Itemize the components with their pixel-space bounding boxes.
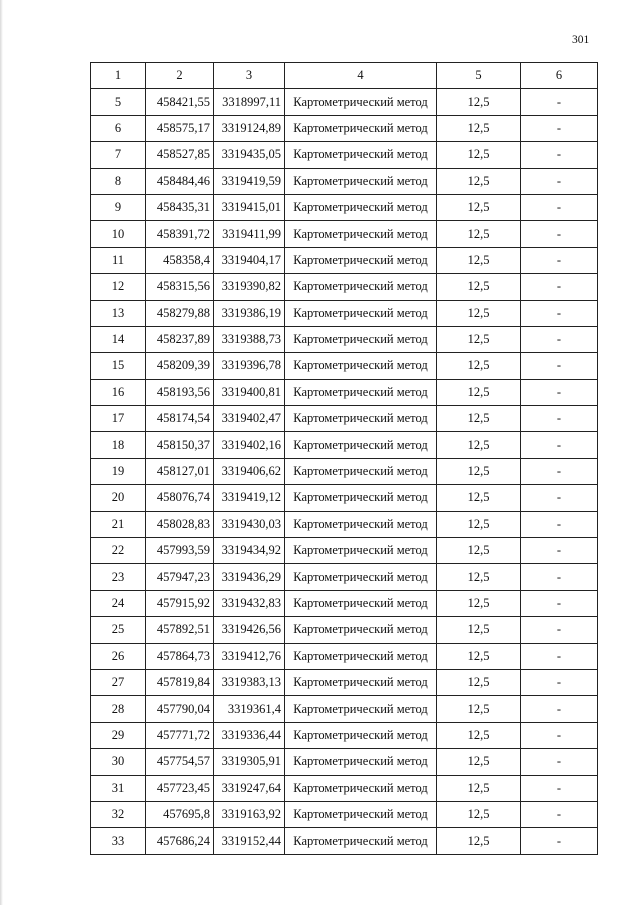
method-cell: Картометрический метод xyxy=(285,643,437,669)
point-number-cell: 13 xyxy=(91,300,146,326)
accuracy-cell: 12,5 xyxy=(437,775,521,801)
accuracy-cell: 12,5 xyxy=(437,274,521,300)
y-coordinate-cell: 3319419,12 xyxy=(214,485,285,511)
point-number-cell: 6 xyxy=(91,115,146,141)
y-coordinate-cell: 3319412,76 xyxy=(214,643,285,669)
point-number-cell: 15 xyxy=(91,353,146,379)
accuracy-cell: 12,5 xyxy=(437,643,521,669)
y-coordinate-cell: 3319152,44 xyxy=(214,828,285,854)
x-coordinate-cell: 457892,51 xyxy=(146,617,214,643)
note-cell: - xyxy=(521,326,598,352)
accuracy-cell: 12,5 xyxy=(437,115,521,141)
point-number-cell: 28 xyxy=(91,696,146,722)
table-row xyxy=(91,511,598,537)
column-header: 3 xyxy=(214,63,285,89)
point-number-cell: 18 xyxy=(91,432,146,458)
table-row xyxy=(91,406,598,432)
note-cell: - xyxy=(521,274,598,300)
y-coordinate-cell: 3319383,13 xyxy=(214,669,285,695)
table-row xyxy=(91,379,598,405)
note-cell: - xyxy=(521,221,598,247)
x-coordinate-cell: 458527,85 xyxy=(146,142,214,168)
y-coordinate-cell: 3319124,89 xyxy=(214,115,285,141)
table-row xyxy=(91,564,598,590)
method-cell: Картометрический метод xyxy=(285,221,437,247)
column-header: 5 xyxy=(437,63,521,89)
method-cell: Картометрический метод xyxy=(285,274,437,300)
note-cell: - xyxy=(521,406,598,432)
point-number-cell: 16 xyxy=(91,379,146,405)
x-coordinate-cell: 458076,74 xyxy=(146,485,214,511)
point-number-cell: 31 xyxy=(91,775,146,801)
note-cell: - xyxy=(521,89,598,115)
y-coordinate-cell: 3319396,78 xyxy=(214,353,285,379)
method-cell: Картометрический метод xyxy=(285,142,437,168)
x-coordinate-cell: 457947,23 xyxy=(146,564,214,590)
table-row xyxy=(91,168,598,194)
point-number-cell: 5 xyxy=(91,89,146,115)
y-coordinate-cell: 3319386,19 xyxy=(214,300,285,326)
x-coordinate-cell: 458237,89 xyxy=(146,326,214,352)
table-row xyxy=(91,538,598,564)
accuracy-cell: 12,5 xyxy=(437,511,521,537)
x-coordinate-cell: 458421,55 xyxy=(146,89,214,115)
point-number-cell: 26 xyxy=(91,643,146,669)
point-number-cell: 30 xyxy=(91,749,146,775)
accuracy-cell: 12,5 xyxy=(437,168,521,194)
point-number-cell: 32 xyxy=(91,801,146,827)
y-coordinate-cell: 3319163,92 xyxy=(214,801,285,827)
note-cell: - xyxy=(521,617,598,643)
note-cell: - xyxy=(521,511,598,537)
x-coordinate-cell: 457695,8 xyxy=(146,801,214,827)
y-coordinate-cell: 3319435,05 xyxy=(214,142,285,168)
method-cell: Картометрический метод xyxy=(285,538,437,564)
method-cell: Картометрический метод xyxy=(285,775,437,801)
y-coordinate-cell: 3319390,82 xyxy=(214,274,285,300)
page-edge xyxy=(0,0,3,905)
point-number-cell: 19 xyxy=(91,458,146,484)
table-row xyxy=(91,115,598,141)
note-cell: - xyxy=(521,168,598,194)
point-number-cell: 33 xyxy=(91,828,146,854)
method-cell: Картометрический метод xyxy=(285,458,437,484)
y-coordinate-cell: 3319434,92 xyxy=(214,538,285,564)
coordinates-table xyxy=(90,62,598,855)
accuracy-cell: 12,5 xyxy=(437,458,521,484)
note-cell: - xyxy=(521,485,598,511)
accuracy-cell: 12,5 xyxy=(437,538,521,564)
table-row xyxy=(91,775,598,801)
table-row xyxy=(91,89,598,115)
x-coordinate-cell: 458435,31 xyxy=(146,194,214,220)
point-number-cell: 8 xyxy=(91,168,146,194)
note-cell: - xyxy=(521,696,598,722)
x-coordinate-cell: 458315,56 xyxy=(146,274,214,300)
y-coordinate-cell: 3319400,81 xyxy=(214,379,285,405)
method-cell: Картометрический метод xyxy=(285,590,437,616)
accuracy-cell: 12,5 xyxy=(437,221,521,247)
y-coordinate-cell: 3319432,83 xyxy=(214,590,285,616)
x-coordinate-cell: 458127,01 xyxy=(146,458,214,484)
y-coordinate-cell: 3319426,56 xyxy=(214,617,285,643)
point-number-cell: 20 xyxy=(91,485,146,511)
method-cell: Картометрический метод xyxy=(285,617,437,643)
note-cell: - xyxy=(521,801,598,827)
x-coordinate-cell: 457915,92 xyxy=(146,590,214,616)
accuracy-cell: 12,5 xyxy=(437,406,521,432)
accuracy-cell: 12,5 xyxy=(437,749,521,775)
table-body xyxy=(91,89,598,854)
x-coordinate-cell: 457864,73 xyxy=(146,643,214,669)
method-cell: Картометрический метод xyxy=(285,485,437,511)
accuracy-cell: 12,5 xyxy=(437,379,521,405)
note-cell: - xyxy=(521,379,598,405)
note-cell: - xyxy=(521,142,598,168)
accuracy-cell: 12,5 xyxy=(437,89,521,115)
method-cell: Картометрический метод xyxy=(285,326,437,352)
method-cell: Картометрический метод xyxy=(285,564,437,590)
y-coordinate-cell: 3319336,44 xyxy=(214,722,285,748)
note-cell: - xyxy=(521,643,598,669)
y-coordinate-cell: 3319388,73 xyxy=(214,326,285,352)
x-coordinate-cell: 458174,54 xyxy=(146,406,214,432)
point-number-cell: 27 xyxy=(91,669,146,695)
table-row xyxy=(91,432,598,458)
accuracy-cell: 12,5 xyxy=(437,801,521,827)
note-cell: - xyxy=(521,432,598,458)
accuracy-cell: 12,5 xyxy=(437,194,521,220)
table-row xyxy=(91,274,598,300)
table-row xyxy=(91,221,598,247)
point-number-cell: 17 xyxy=(91,406,146,432)
x-coordinate-cell: 457771,72 xyxy=(146,722,214,748)
accuracy-cell: 12,5 xyxy=(437,485,521,511)
method-cell: Картометрический метод xyxy=(285,828,437,854)
y-coordinate-cell: 3319406,62 xyxy=(214,458,285,484)
method-cell: Картометрический метод xyxy=(285,801,437,827)
accuracy-cell: 12,5 xyxy=(437,432,521,458)
method-cell: Картометрический метод xyxy=(285,247,437,273)
accuracy-cell: 12,5 xyxy=(437,300,521,326)
point-number-cell: 12 xyxy=(91,274,146,300)
method-cell: Картометрический метод xyxy=(285,379,437,405)
method-cell: Картометрический метод xyxy=(285,168,437,194)
method-cell: Картометрический метод xyxy=(285,432,437,458)
point-number-cell: 29 xyxy=(91,722,146,748)
table-row xyxy=(91,194,598,220)
y-coordinate-cell: 3318997,11 xyxy=(214,89,285,115)
note-cell: - xyxy=(521,353,598,379)
table-row xyxy=(91,669,598,695)
note-cell: - xyxy=(521,828,598,854)
accuracy-cell: 12,5 xyxy=(437,247,521,273)
column-header: 6 xyxy=(521,63,598,89)
point-number-cell: 14 xyxy=(91,326,146,352)
x-coordinate-cell: 457723,45 xyxy=(146,775,214,801)
y-coordinate-cell: 3319411,99 xyxy=(214,221,285,247)
table-row xyxy=(91,458,598,484)
method-cell: Картометрический метод xyxy=(285,115,437,141)
accuracy-cell: 12,5 xyxy=(437,696,521,722)
table-row xyxy=(91,722,598,748)
point-number-cell: 24 xyxy=(91,590,146,616)
note-cell: - xyxy=(521,564,598,590)
accuracy-cell: 12,5 xyxy=(437,617,521,643)
y-coordinate-cell: 3319415,01 xyxy=(214,194,285,220)
x-coordinate-cell: 458279,88 xyxy=(146,300,214,326)
table-row xyxy=(91,326,598,352)
table-row xyxy=(91,696,598,722)
table-row xyxy=(91,617,598,643)
x-coordinate-cell: 458575,17 xyxy=(146,115,214,141)
x-coordinate-cell: 457993,59 xyxy=(146,538,214,564)
table-row xyxy=(91,590,598,616)
y-coordinate-cell: 3319247,64 xyxy=(214,775,285,801)
table-row xyxy=(91,353,598,379)
method-cell: Картометрический метод xyxy=(285,406,437,432)
x-coordinate-cell: 457790,04 xyxy=(146,696,214,722)
note-cell: - xyxy=(521,669,598,695)
note-cell: - xyxy=(521,115,598,141)
note-cell: - xyxy=(521,300,598,326)
y-coordinate-cell: 3319305,91 xyxy=(214,749,285,775)
y-coordinate-cell: 3319404,17 xyxy=(214,247,285,273)
y-coordinate-cell: 3319419,59 xyxy=(214,168,285,194)
column-header: 1 xyxy=(91,63,146,89)
column-header: 4 xyxy=(285,63,437,89)
method-cell: Картометрический метод xyxy=(285,89,437,115)
method-cell: Картометрический метод xyxy=(285,722,437,748)
page-number: 301 xyxy=(572,34,590,46)
x-coordinate-cell: 458028,83 xyxy=(146,511,214,537)
table-row xyxy=(91,300,598,326)
table-row xyxy=(91,801,598,827)
point-number-cell: 22 xyxy=(91,538,146,564)
note-cell: - xyxy=(521,722,598,748)
x-coordinate-cell: 457754,57 xyxy=(146,749,214,775)
y-coordinate-cell: 3319430,03 xyxy=(214,511,285,537)
y-coordinate-cell: 3319361,4 xyxy=(214,696,285,722)
point-number-cell: 9 xyxy=(91,194,146,220)
method-cell: Картометрический метод xyxy=(285,511,437,537)
column-header: 2 xyxy=(146,63,214,89)
table-row xyxy=(91,247,598,273)
accuracy-cell: 12,5 xyxy=(437,722,521,748)
note-cell: - xyxy=(521,775,598,801)
note-cell: - xyxy=(521,538,598,564)
x-coordinate-cell: 458484,46 xyxy=(146,168,214,194)
point-number-cell: 10 xyxy=(91,221,146,247)
point-number-cell: 25 xyxy=(91,617,146,643)
x-coordinate-cell: 458150,37 xyxy=(146,432,214,458)
point-number-cell: 21 xyxy=(91,511,146,537)
method-cell: Картометрический метод xyxy=(285,353,437,379)
x-coordinate-cell: 457686,24 xyxy=(146,828,214,854)
method-cell: Картометрический метод xyxy=(285,669,437,695)
x-coordinate-cell: 458209,39 xyxy=(146,353,214,379)
table-row xyxy=(91,828,598,854)
table-row xyxy=(91,749,598,775)
method-cell: Картометрический метод xyxy=(285,300,437,326)
y-coordinate-cell: 3319436,29 xyxy=(214,564,285,590)
note-cell: - xyxy=(521,194,598,220)
x-coordinate-cell: 458193,56 xyxy=(146,379,214,405)
accuracy-cell: 12,5 xyxy=(437,142,521,168)
accuracy-cell: 12,5 xyxy=(437,828,521,854)
note-cell: - xyxy=(521,458,598,484)
x-coordinate-cell: 458358,4 xyxy=(146,247,214,273)
method-cell: Картометрический метод xyxy=(285,749,437,775)
accuracy-cell: 12,5 xyxy=(437,353,521,379)
point-number-cell: 23 xyxy=(91,564,146,590)
table-row xyxy=(91,142,598,168)
point-number-cell: 11 xyxy=(91,247,146,273)
accuracy-cell: 12,5 xyxy=(437,590,521,616)
accuracy-cell: 12,5 xyxy=(437,669,521,695)
y-coordinate-cell: 3319402,47 xyxy=(214,406,285,432)
accuracy-cell: 12,5 xyxy=(437,564,521,590)
note-cell: - xyxy=(521,749,598,775)
x-coordinate-cell: 457819,84 xyxy=(146,669,214,695)
table-row xyxy=(91,485,598,511)
point-number-cell: 7 xyxy=(91,142,146,168)
y-coordinate-cell: 3319402,16 xyxy=(214,432,285,458)
accuracy-cell: 12,5 xyxy=(437,326,521,352)
table-header-row xyxy=(91,63,598,89)
x-coordinate-cell: 458391,72 xyxy=(146,221,214,247)
note-cell: - xyxy=(521,590,598,616)
method-cell: Картометрический метод xyxy=(285,696,437,722)
note-cell: - xyxy=(521,247,598,273)
method-cell: Картометрический метод xyxy=(285,194,437,220)
table-row xyxy=(91,643,598,669)
